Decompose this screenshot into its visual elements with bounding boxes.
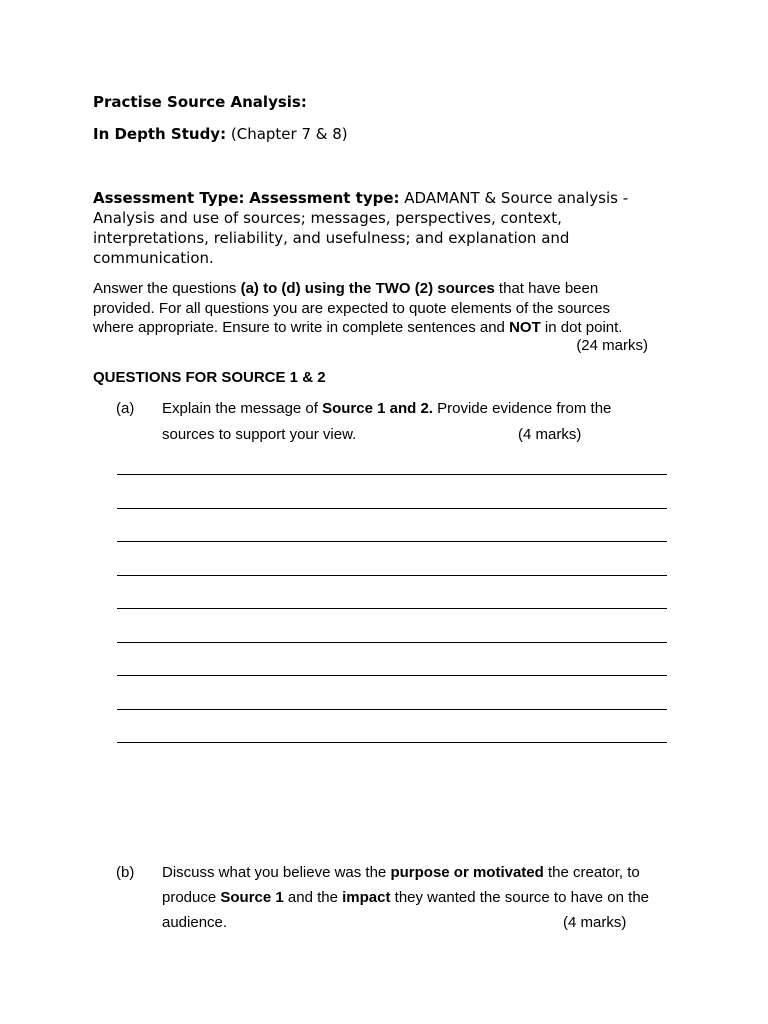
answer-line[interactable]: [117, 642, 667, 643]
question-b-text-line1: Discuss what you believe was the purpose or motivated the creator, to: [162, 864, 640, 881]
question-b-text-line2: produce Source 1 and the impact they wanted the source to have on the: [162, 889, 650, 906]
section-heading: QUESTIONS FOR SOURCE 1 & 2: [93, 369, 326, 386]
question-a-text-line1: Explain the message of Source 1 and 2. Provide evidence from the: [162, 400, 612, 417]
answer-line[interactable]: [117, 608, 667, 609]
answer-line[interactable]: [117, 709, 667, 710]
question-a-label: (a): [116, 400, 135, 417]
answer-line[interactable]: [117, 508, 667, 509]
subtitle-value: (Chapter 7 & 8): [226, 125, 348, 143]
answer-line[interactable]: [117, 541, 667, 542]
assessment-label-2: Assessment type:: [249, 189, 400, 207]
subtitle-label: In Depth Study:: [93, 125, 227, 143]
assessment-type-paragraph: [93, 188, 663, 268]
question-b-label: (b): [116, 864, 135, 881]
assessment-text: ADAMANT & Source analysis - Analysis and use of sources; messages, perspectives, context, interpretations, reliability, and usefulness; and explanation and communication.: [93, 189, 629, 267]
answer-line[interactable]: [117, 742, 667, 743]
worksheet-title: Practise Source Analysis:: [93, 93, 307, 111]
assessment-label-1: Assessment Type:: [93, 189, 245, 207]
question-b-text-line3: audience.: [162, 914, 228, 931]
total-marks: (24 marks): [576, 337, 648, 354]
answer-line[interactable]: [117, 575, 667, 576]
answer-line[interactable]: [117, 474, 667, 475]
question-a-text-line2: sources to support your view.: [162, 426, 357, 443]
instructions-paragraph: Answer the questions (a) to (d) using the TWO (2) sources that have been provided. For all questions you are expected to quote elements of the sources where appropriate. Ensure to write in complete sentences and NOT in dot point.: [93, 280, 623, 336]
question-b-marks: (4 marks): [563, 914, 627, 931]
study-subtitle: [93, 125, 348, 143]
question-a-marks: (4 marks): [518, 426, 582, 443]
answer-line[interactable]: [117, 675, 667, 676]
